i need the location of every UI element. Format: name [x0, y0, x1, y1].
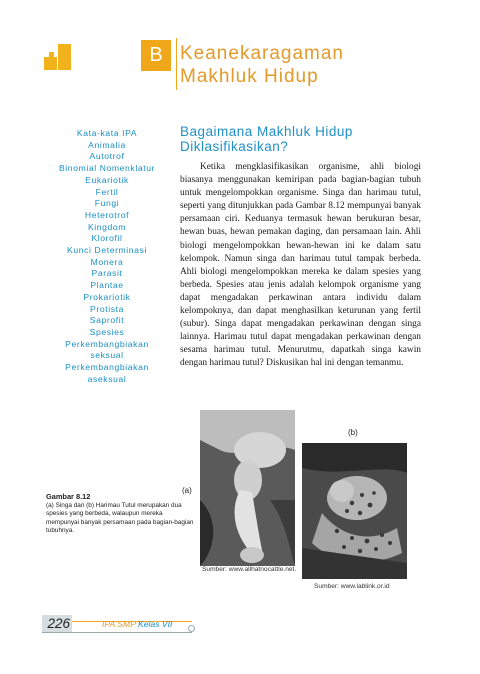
keyword-item: Animalia	[88, 139, 126, 150]
leopard-illustration-icon	[302, 443, 407, 579]
keyword-item: Kunci Determinasi	[67, 245, 147, 256]
keyword-item: Kingdom	[87, 221, 127, 232]
header-square-large	[58, 44, 71, 57]
section-title	[180, 42, 440, 88]
keyword-item: Prokariotik	[83, 291, 131, 302]
photo-credit-b: Sumber: www.lablink.or.id	[314, 583, 390, 590]
keyword-item: Autotrof	[89, 151, 125, 162]
header-divider	[176, 38, 177, 90]
keyword-item: aseksual	[87, 373, 127, 384]
book-title-ipa: IPA	[102, 619, 115, 629]
header-square-large	[44, 57, 57, 70]
keyword-item: Binomial Nomenklatur	[58, 163, 156, 174]
keyword-item: Klorofil	[91, 233, 123, 244]
keyword-item: Monera	[90, 256, 124, 267]
header-square-small	[49, 52, 54, 57]
keyword-item: Heterotrof	[84, 209, 130, 220]
photo-label-b: (b)	[348, 428, 358, 437]
figure-caption-title: Gambar 8.12	[46, 492, 91, 501]
section-letter-badge: B	[141, 40, 171, 71]
figure-caption-text: (a) Singa dan (b) Harimau Tutul merupakan dua spesies yang berbeda, walaupun mereka mempunyai banyak persamaan pada bagian-bagian tubuhnya.	[46, 502, 194, 535]
lion-photo	[200, 410, 295, 566]
footer-rule	[42, 632, 192, 633]
subheading-line2: Diklasifikasikan?	[180, 139, 289, 154]
photo-label-a: (a)	[182, 486, 192, 495]
keyword-item: Eukariotik	[85, 174, 129, 185]
book-title	[102, 619, 172, 629]
header-square-large	[58, 57, 71, 70]
photo-credit-a: Sumber: www.allhatnocattle.net.	[202, 566, 297, 573]
keyword-list	[42, 128, 172, 385]
keyword-item: Perkembangbiakan	[65, 362, 149, 373]
keyword-item: Parasit	[91, 268, 123, 279]
lion-illustration-icon	[200, 410, 295, 566]
page-number: 226	[42, 615, 72, 632]
keyword-item: Fungi	[94, 198, 120, 209]
leopard-photo	[302, 443, 407, 579]
keyword-item: Saprofit	[89, 315, 125, 326]
keyword-item: Fertil	[95, 186, 119, 197]
subheading	[180, 124, 420, 154]
book-title-smp: SMP	[117, 619, 136, 629]
keyword-heading: Kata-kata IPA	[76, 128, 138, 138]
subheading-line1: Bagaimana Makhluk Hidup	[180, 124, 353, 139]
keyword-item: Spesies	[89, 326, 125, 337]
keyword-item: seksual	[90, 350, 124, 361]
keyword-item: Protista	[90, 303, 124, 314]
book-title-kelas: Kelas VII	[138, 619, 173, 629]
keyword-item: Plantae	[90, 280, 124, 291]
footer-dot-icon	[188, 625, 195, 632]
section-title-line2: Makhluk Hidup	[180, 66, 319, 87]
keyword-item: Perkembangbiakan	[65, 338, 149, 349]
body-paragraph: Ketika mengklasifikasikan organisme, ahli biologi biasanya menggunakan kemiripan pada bagian-bagian tubuh untuk mengelompokkan organisme. Singa dan harimau tutul, seperti yang ditunjukkan pada Gambar 8.12 mempunyai banyak persamaan ciri. Keduanya termasuk hewan berukuran besar, hewan buas, hewan pemakan daging, dan persamaan lain. Ahli biologi mengelompokkan hewan-hewan ini ke dalam satu kelompok. Namun singa dan harimau tutul tampak berbeda. Ahli biologi mengelompokkan mereka ke dalam spesies yang berbeda. Spesies atau jenis adalah kelompok organisme yang dapat mengadakan perkawinan antara individu dalam kelompoknya, dan dapat menghasilkan keturunan yang fertil (subur). Singa dapat mengadakan perkawinan dengan singa lainnya. Harimau tutul dapat mengadakan perkawinan dengan sesama harimau tutul. Menurutmu, dapatkah singa kawin dengan harimau tutul? Diskusikan hal ini dengan temanmu.	[180, 162, 421, 369]
section-title-line1: Keanekaragaman	[180, 43, 344, 64]
